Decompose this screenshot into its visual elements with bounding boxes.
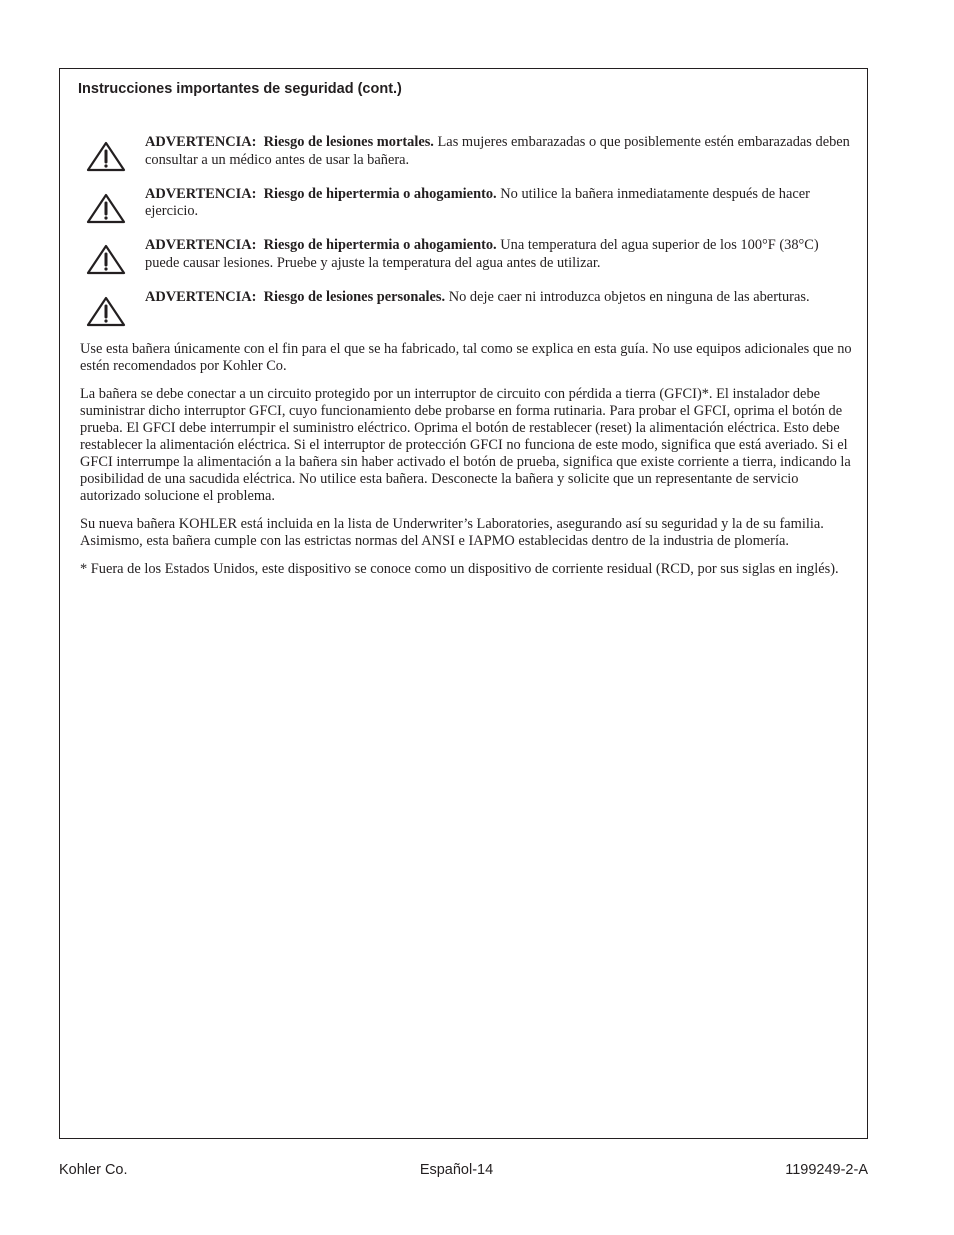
warning-item <box>86 289 854 341</box>
warning-triangle-icon <box>86 244 126 275</box>
warning-title: Riesgo de hipertermia o ahogamiento. <box>263 185 497 202</box>
body-text <box>80 341 856 589</box>
warning-text <box>145 289 854 307</box>
warning-item <box>86 186 854 238</box>
footer-company: Kohler Co. <box>59 1162 128 1178</box>
paragraph-gfci: La bañera se debe conectar a un circuito protegido por un interruptor de circuito con pérdida a tierra (GFCI)*. El instalador debe suministrar dicho interruptor GFCI, cuyo funcionamiento debe probarse en forma rutinaria. Para probar el GFCI, oprima el botón de prueba. El GFCI debe interrumpir el suministro eléctrico. Oprima el botón de restablecer (reset) la alimentación eléctrica. Esto debe restablecer la alimentación eléctrica. Si el interruptor de protección GFCI no funciona de este modo, significa que está averiado. Si el GFCI interrumpe la alimentación a la bañera sin haber activado el botón de prueba, significa que existe corriente a tierra, indicando la posibilidad de una sacudida eléctrica. No utilice esta bañera. Desconecte la bañera y solicite que un representante de servicio autorizado solucione el problema. <box>80 386 851 504</box>
warning-title: Riesgo de lesiones mortales. <box>263 134 434 150</box>
footer-document-number: 1199249-2-A <box>785 1162 868 1178</box>
warning-body: No deje caer ni introduzca objetos en ninguna de las aberturas. <box>448 288 810 305</box>
warning-body: No utilice la bañera inmediatamente después de hacer ejercicio. <box>145 185 810 219</box>
paragraph-usage: Use esta bañera únicamente con el fin para el que se ha fabricado, tal como se explica en esta guía. No use equipos adicionales que no estén recomendados por Kohler Co. <box>80 341 852 374</box>
warning-label: ADVERTENCIA: <box>145 185 257 202</box>
warning-item <box>86 134 854 186</box>
footer-page-number: Español-14 <box>419 1162 494 1178</box>
paragraph-certification: Su nueva bañera KOHLER está incluida en la lista de Underwriter’s Laboratories, asegurando así su seguridad y la de su familia. Asimismo, esta bañera cumple con las estrictas normas del ANSI e IAPMO establecidas dentro de la industria de plomería. <box>80 516 824 549</box>
warning-label: ADVERTENCIA: <box>145 134 257 150</box>
section-title: Instrucciones importantes de seguridad (cont.) <box>78 81 402 97</box>
warning-triangle-icon <box>86 193 126 224</box>
warning-text <box>145 186 854 221</box>
content-frame <box>59 68 868 1139</box>
warning-text <box>145 237 854 272</box>
warning-label: ADVERTENCIA: <box>145 237 257 253</box>
warning-triangle-icon <box>86 296 126 327</box>
warning-label: ADVERTENCIA: <box>145 288 257 305</box>
warning-text <box>145 134 854 169</box>
warning-title: Riesgo de lesiones personales. <box>263 288 446 305</box>
warning-body: Una temperatura del agua superior de los 100°F (38°C) puede causar lesiones. Pruebe y ajuste la temperatura del agua antes de utilizar. <box>145 237 819 271</box>
warning-triangle-icon <box>86 141 126 172</box>
warning-item <box>86 237 854 289</box>
warning-body: Las mujeres embarazadas o que posiblemente estén embarazadas deben consultar a un médico antes de usar la bañera. <box>145 134 850 168</box>
warning-list <box>86 134 854 340</box>
warning-title: Riesgo de hipertermia o ahogamiento. <box>263 237 497 253</box>
paragraph-footnote: * Fuera de los Estados Unidos, este dispositivo se conoce como un dispositivo de corriente residual (RCD, por sus siglas en inglés). <box>80 561 839 577</box>
